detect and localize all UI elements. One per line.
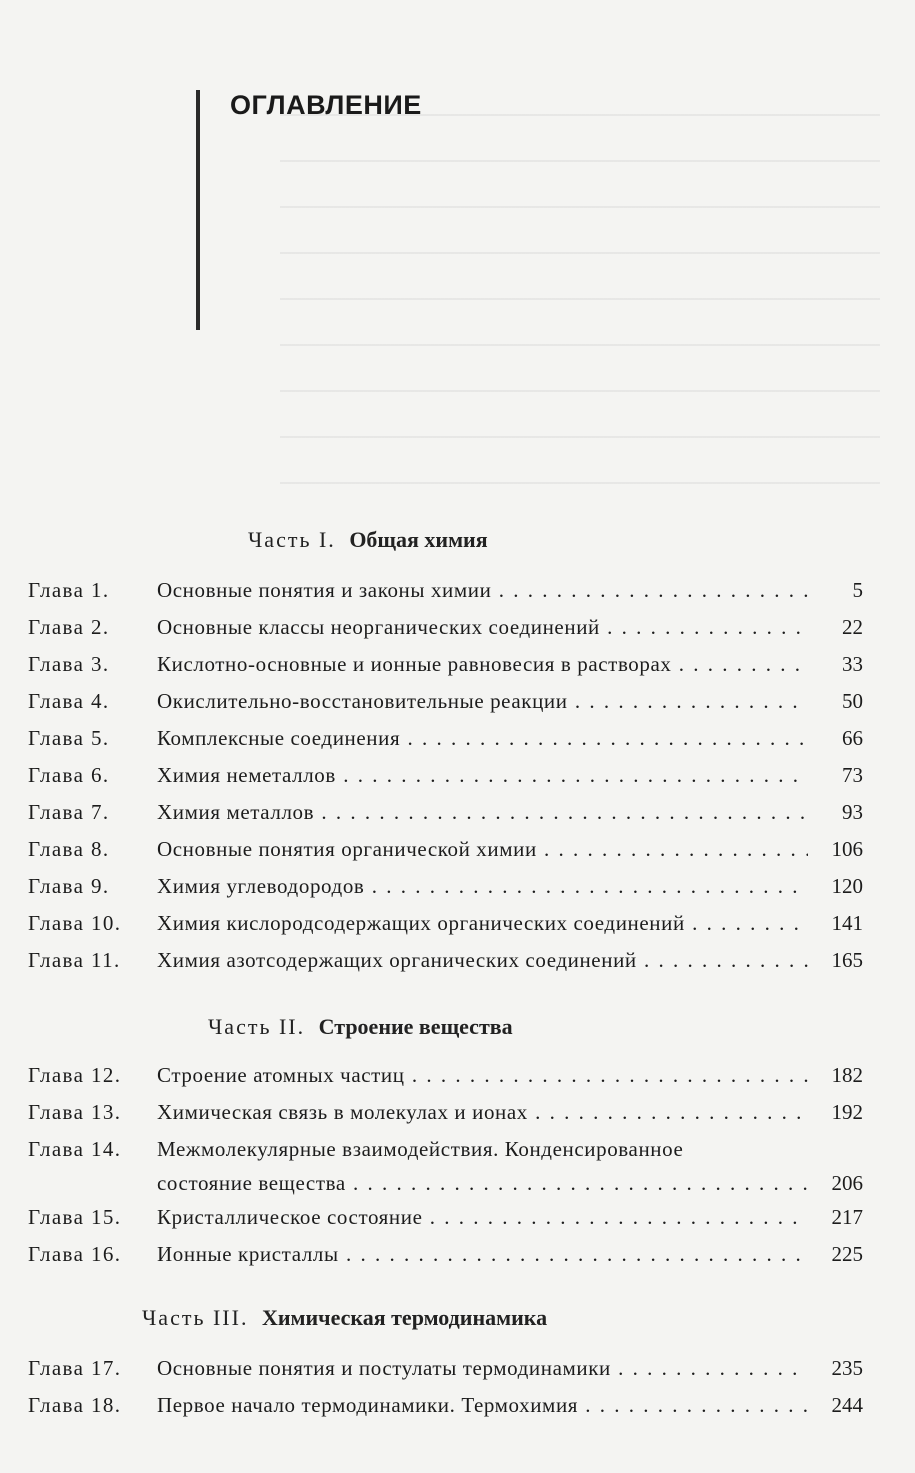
- chapter-page: 182: [831, 1063, 863, 1087]
- part-number: Часть I.: [248, 527, 336, 552]
- chapter-title: Основные понятия и постулаты термодинамики . . .: [157, 1356, 808, 1381]
- toc-row-chapter-13[interactable]: [28, 1100, 863, 1130]
- chapter-page: 106: [831, 837, 863, 861]
- chapter-title: Первое начало термодинамики. Термохимия . . .: [157, 1393, 808, 1418]
- part-number: Часть III.: [142, 1305, 249, 1330]
- chapter-page: 5: [852, 578, 863, 602]
- chapter-label: Глава 6.: [28, 763, 110, 787]
- chapter-page: 22: [842, 615, 863, 639]
- chapter-title-line-2: состояние вещества . . .: [157, 1171, 808, 1196]
- chapter-page: 217: [831, 1205, 863, 1229]
- chapter-label: Глава 4.: [28, 689, 110, 713]
- chapter-title: Химия углеводородов . . .: [157, 874, 808, 899]
- chapter-label: Глава 12.: [28, 1063, 122, 1087]
- chapter-label: Глава 17.: [28, 1356, 122, 1380]
- chapter-page: 165: [831, 948, 863, 972]
- chapter-title: Основные понятия органической химии . . .: [157, 837, 808, 862]
- chapter-page: 192: [831, 1100, 863, 1124]
- chapter-page: 235: [831, 1356, 863, 1380]
- chapter-title: Кислотно-основные и ионные равновесия в растворах . . .: [157, 652, 808, 677]
- part-heading-2: [208, 1014, 513, 1040]
- part-heading-3: [142, 1305, 547, 1331]
- chapter-title: Основные классы неорганических соединений . . .: [157, 615, 808, 640]
- toc-row-chapter-6[interactable]: [28, 763, 863, 793]
- part-number: Часть II.: [208, 1014, 306, 1039]
- toc-row-chapter-1[interactable]: [28, 578, 863, 608]
- toc-row-chapter-12[interactable]: [28, 1063, 863, 1093]
- chapter-title: Строение атомных частиц . . .: [157, 1063, 808, 1088]
- toc-row-chapter-17[interactable]: [28, 1356, 863, 1386]
- chapter-title: Химическая связь в молекулах и ионах . . .: [157, 1100, 808, 1125]
- chapter-label: Глава 14.: [28, 1137, 122, 1161]
- part-title: Строение вещества: [318, 1014, 513, 1039]
- chapter-title: Окислительно-восстановительные реакции . . .: [157, 689, 808, 714]
- part-title: Химическая термодинамика: [261, 1305, 548, 1330]
- toc-row-chapter-5[interactable]: [28, 726, 863, 756]
- chapter-label: Глава 7.: [28, 800, 110, 824]
- chapter-page: 73: [842, 763, 863, 787]
- toc-row-chapter-11[interactable]: [28, 948, 863, 978]
- chapter-title: Химия кислородсодержащих органических соединений . . .: [157, 911, 808, 936]
- toc-row-chapter-8[interactable]: [28, 837, 863, 867]
- part-heading-1: [248, 527, 488, 553]
- toc-row-chapter-16[interactable]: [28, 1242, 863, 1272]
- chapter-title: Химия металлов . . .: [157, 800, 808, 825]
- chapter-label: Глава 1.: [28, 578, 110, 602]
- contents-header: [196, 90, 422, 330]
- chapter-label: Глава 18.: [28, 1393, 122, 1417]
- toc-row-chapter-4[interactable]: [28, 689, 863, 719]
- chapter-page: 206: [831, 1171, 863, 1195]
- chapter-label: Глава 16.: [28, 1242, 122, 1266]
- part-title: Общая химия: [349, 527, 488, 552]
- toc-row-chapter-18[interactable]: [28, 1393, 863, 1423]
- chapter-label: Глава 2.: [28, 615, 110, 639]
- chapter-page: 33: [842, 652, 863, 676]
- chapter-label: Глава 11.: [28, 948, 121, 972]
- page-title: ОГЛАВЛЕНИЕ: [230, 90, 422, 120]
- chapter-label: Глава 8.: [28, 837, 110, 861]
- chapter-title: Химия неметаллов . . .: [157, 763, 808, 788]
- chapter-title: Ионные кристаллы . . .: [157, 1242, 808, 1267]
- chapter-label: Глава 3.: [28, 652, 110, 676]
- chapter-title: Кристаллическое состояние . . .: [157, 1205, 808, 1230]
- chapter-page: 244: [831, 1393, 863, 1417]
- toc-row-chapter-10[interactable]: [28, 911, 863, 941]
- bleed-through-texture: [280, 80, 880, 500]
- chapter-page: 225: [831, 1242, 863, 1266]
- chapter-title-line-1: Межмолекулярные взаимодействия. Конденсированное: [157, 1137, 684, 1161]
- chapter-page: 93: [842, 800, 863, 824]
- toc-row-chapter-2[interactable]: [28, 615, 863, 645]
- chapter-label: Глава 13.: [28, 1100, 122, 1124]
- chapter-title: Основные понятия и законы химии . . .: [157, 578, 808, 603]
- chapter-label: Глава 10.: [28, 911, 122, 935]
- chapter-page: 141: [831, 911, 863, 935]
- chapter-label: Глава 9.: [28, 874, 110, 898]
- toc-row-chapter-9[interactable]: [28, 874, 863, 904]
- chapter-label: Глава 5.: [28, 726, 110, 750]
- chapter-title: Комплексные соединения . . .: [157, 726, 808, 751]
- toc-row-chapter-15[interactable]: [28, 1205, 863, 1235]
- chapter-title: Химия азотсодержащих органических соединений . . .: [157, 948, 808, 973]
- chapter-page: 50: [842, 689, 863, 713]
- toc-row-chapter-7[interactable]: [28, 800, 863, 830]
- toc-row-chapter-14[interactable]: [28, 1137, 863, 1201]
- chapter-page: 66: [842, 726, 863, 750]
- chapter-label: Глава 15.: [28, 1205, 122, 1229]
- toc-row-chapter-3[interactable]: [28, 652, 863, 682]
- chapter-page: 120: [831, 874, 863, 898]
